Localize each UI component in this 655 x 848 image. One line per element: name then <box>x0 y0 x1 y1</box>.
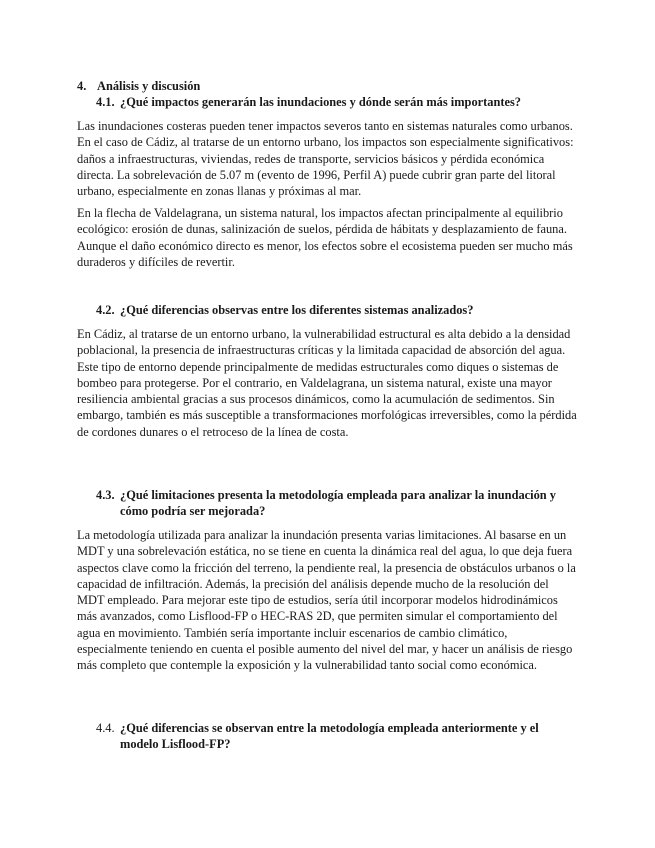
subsection-heading-4-3 <box>96 487 580 520</box>
subsection-number: 4.4. <box>96 721 115 735</box>
subsection-number: 4.3. <box>96 488 115 502</box>
subsection-heading-4-2 <box>96 302 580 318</box>
subsection-title: ¿Qué limitaciones presenta la metodología empleada para analizar la inundación y cómo podría ser mejorada? <box>120 488 556 519</box>
paragraph: En la flecha de Valdelagrana, un sistema natural, los impactos afectan principalmente al equilibrio ecológico: erosión de dunas, salinización de suelos, pérdida de hábitats y desplazamiento de fauna. Aunque el daño económico directo es menor, los efectos sobre el ecosistema pueden ser mucho más duraderos y difíciles de revertir. <box>77 206 573 269</box>
paragraph: La metodología utilizada para analizar la inundación presenta varias limitaciones. Al basarse en un MDT y una sobrelevación estática, no se tiene en cuenta la dinámica real del agua, lo que deja fuera aspectos clave como la fricción del terreno, la pendiente real, la presencia de obstáculos urbanos o la capacidad de infiltración. Además, la precisión del análisis depende mucho de la resolución del MDT empleado. Para mejorar este tipo de estudios, sería útil incorporar modelos hidrodinámicos más avanzados, como Lisflood-FP o HEC-RAS 2D, que permiten simular el comportamiento del agua en movimiento. También sería importante incluir escenarios de cambio climático, especialmente teniendo en cuenta el posible aumento del nivel del mar, y hacer un análisis de riesgo más completo que contemple la exposición y la vulnerabilidad tanto social como económica. <box>77 528 576 673</box>
subsection-heading-4-1 <box>96 94 580 110</box>
subsection-number: 4.1. <box>96 95 115 109</box>
section-title: Análisis y discusión <box>97 79 201 93</box>
paragraph: Las inundaciones costeras pueden tener impactos severos tanto en sistemas naturales como urbanos. En el caso de Cádiz, al tratarse de un entorno urbano, los impactos son especialmente significativos: daños a infraestructuras, viviendas, redes de transporte, servicios básicos y pérdida económica directa. La sobrelevación de 5.07 m (evento de 1996, Perfil A) puede cubrir gran parte del litoral urbano, especialmente en zonas llanas y próximas al mar. <box>77 119 574 199</box>
section-number: 4. <box>77 79 87 93</box>
section-heading <box>77 78 200 94</box>
subsection-title: ¿Qué impactos generarán las inundaciones y dónde serán más importantes? <box>120 95 521 109</box>
subsection-heading-4-4 <box>96 720 580 753</box>
subsection-title: ¿Qué diferencias observas entre los diferentes sistemas analizados? <box>120 303 474 317</box>
subsection-number: 4.2. <box>96 303 115 317</box>
subsection-title: ¿Qué diferencias se observan entre la metodología empleada anteriormente y el modelo Lisflood-FP? <box>120 721 539 752</box>
paragraph: En Cádiz, al tratarse de un entorno urbano, la vulnerabilidad estructural es alta debido a la densidad poblacional, la presencia de infraestructuras críticas y la limitada capacidad de absorción del agua. Este tipo de entorno depende principalmente de medidas estructurales como diques o sistemas de bombeo para protegerse. Por el contrario, en Valdelagrana, un sistema natural, existe una mayor resiliencia ambiental gracias a sus procesos dinámicos, como la acumulación de sedimentos. Sin embargo, también es más susceptible a transformaciones morfológicas irreversibles, como la pérdida de cordones dunares o el retroceso de la línea de costa. <box>77 327 577 439</box>
